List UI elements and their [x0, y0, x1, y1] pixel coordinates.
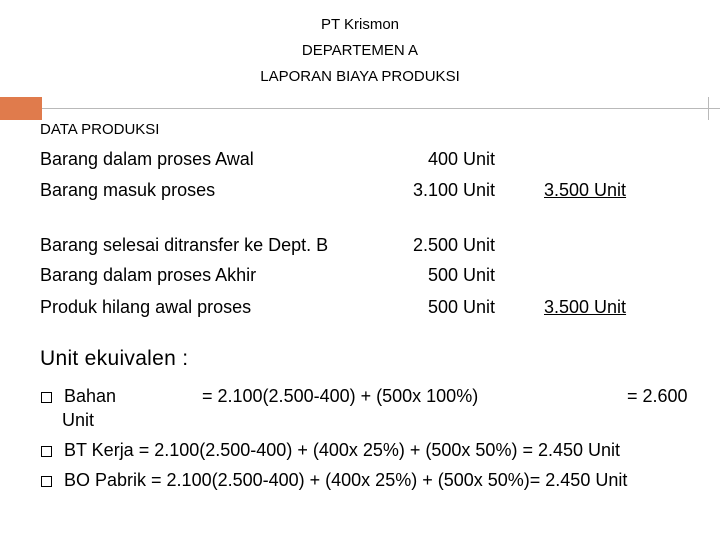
- row-value: 400 Unit: [427, 149, 495, 169]
- accent-block: [0, 97, 42, 120]
- row-value: 3.100 Unit: [412, 180, 495, 200]
- company-name: PT Krismon: [320, 16, 400, 33]
- section-title: DATA PRODUKSI: [40, 121, 160, 138]
- row-total: 3.500 Unit: [544, 297, 627, 317]
- row-label: Barang dalam proses Awal: [40, 149, 254, 169]
- equiv-line: BT Kerja = 2.100(2.500-400) + (400x 25%) + (500x 50%) = 2.450 Unit: [64, 440, 621, 460]
- bullet-icon: [41, 392, 52, 403]
- row-label: Produk hilang awal proses: [40, 297, 252, 317]
- bullet-icon: [41, 476, 52, 487]
- equiv-formula: = 2.100(2.500-400) + (500x 100%): [202, 386, 479, 406]
- equiv-result: = 2.600: [627, 386, 688, 406]
- equiv-unit: Unit: [62, 410, 95, 430]
- department-name: DEPARTEMEN A: [301, 42, 419, 59]
- row-label: Barang selesai ditransfer ke Dept. B: [40, 235, 329, 255]
- equiv-title: Unit ekuivalen :: [40, 347, 189, 370]
- row-total: 3.500 Unit: [544, 180, 627, 200]
- row-value: 500 Unit: [427, 297, 495, 317]
- divider: [0, 97, 720, 120]
- row-label: Barang dalam proses Akhir: [40, 265, 257, 285]
- bullet-icon: [41, 446, 52, 457]
- divider-tick: [708, 97, 709, 120]
- equiv-line: BO Pabrik = 2.100(2.500-400) + (400x 25%) + (500x 50%)= 2.450 Unit: [64, 470, 628, 490]
- divider-line: [42, 108, 720, 109]
- equiv-label: Bahan: [64, 386, 117, 406]
- row-value: 2.500 Unit: [412, 235, 495, 255]
- row-label: Barang masuk proses: [40, 180, 216, 200]
- report-title: LAPORAN BIAYA PRODUKSI: [260, 68, 460, 85]
- row-value: 500 Unit: [427, 265, 495, 285]
